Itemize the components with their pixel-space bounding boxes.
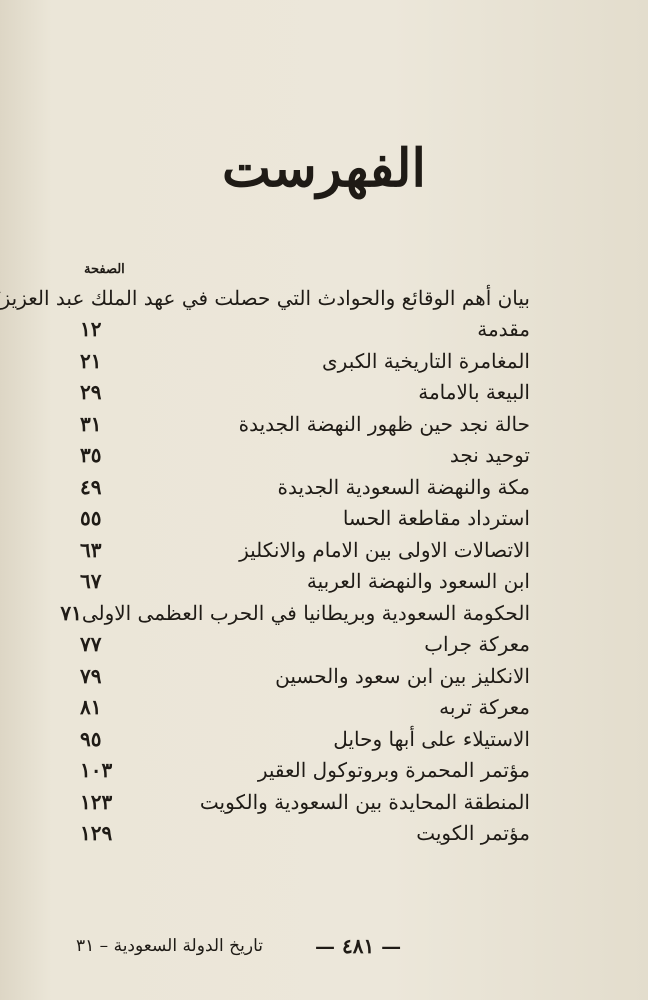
toc-entry-title: معركة جراب <box>424 632 530 657</box>
toc-entry-page: ١٢٩ <box>80 821 113 846</box>
toc-entry <box>80 408 530 440</box>
page-footer <box>0 934 648 964</box>
toc-entry-page: ٧٧ <box>80 632 102 657</box>
toc-entry-page: ٧١ <box>60 600 82 625</box>
toc-entry <box>80 629 530 661</box>
toc-entry <box>80 723 530 755</box>
toc-entry-page: ٧٩ <box>80 663 102 688</box>
toc-entry-page: ٣١ <box>80 411 102 436</box>
toc-entry-title: مقدمة <box>477 317 530 342</box>
toc-entry-title: توحيد نجد <box>449 443 530 468</box>
toc-entry <box>80 818 530 850</box>
toc-entry-page: ٣٥ <box>80 443 102 468</box>
toc-entry-title: البيعة بالامامة <box>418 380 530 405</box>
toc-entry-page: ٥٥ <box>80 506 102 531</box>
toc-entry-title: بيان أهم الوقائع والحوادث التي حصلت في عهد الملك عبد العزيز <box>0 285 530 310</box>
toc-entry-title: ابن السعود والنهضة العربية <box>306 569 530 594</box>
toc-entry-title: استرداد مقاطعة الحسا <box>342 506 530 531</box>
toc-entry-title: مؤتمر المحمرة وبروتوكول العقير <box>257 758 530 783</box>
page-title: الفهرست <box>222 138 426 199</box>
toc-entry <box>80 503 530 535</box>
toc-entry-title: الاتصالات الاولى بين الامام والانكليز <box>239 537 530 562</box>
toc-entry-page: ١٢ <box>80 317 102 342</box>
toc-entry <box>80 534 530 566</box>
page-number: — ٤٨١ — <box>315 934 402 958</box>
toc-entry <box>80 440 530 472</box>
page-column-header: الصفحة <box>84 262 125 277</box>
toc-entry-page: ٢١ <box>80 348 102 373</box>
toc-entry-page: ٩٥ <box>80 726 102 751</box>
toc-entry <box>80 660 530 692</box>
toc-entry <box>80 377 530 409</box>
toc-entry <box>80 786 530 818</box>
toc-entry <box>80 471 530 503</box>
toc-entry-title: الاستيلاء على أبها وحايل <box>333 726 530 751</box>
toc-entry-title: مكة والنهضة السعودية الجديدة <box>277 474 530 499</box>
toc-entry <box>0 282 530 314</box>
table-of-contents <box>0 282 530 849</box>
toc-entry-title: المغامرة التاريخية الكبرى <box>322 348 530 373</box>
toc-entry-page: ٦٣ <box>80 537 102 562</box>
toc-entry-page: ٢٩ <box>80 380 102 405</box>
toc-entry-title: مؤتمر الكويت <box>416 821 530 846</box>
toc-entry-page: ٦٧ <box>80 569 102 594</box>
toc-entry <box>80 755 530 787</box>
toc-entry-title: الحكومة السعودية وبريطانيا في الحرب العظمى الاولى <box>81 600 530 625</box>
toc-entry <box>80 345 530 377</box>
toc-entry-title: الانكليز بين ابن سعود والحسين <box>275 663 530 688</box>
toc-entry-page: ١٢٣ <box>80 789 113 814</box>
toc-entry <box>60 597 530 629</box>
toc-entry-title: معركة تربه <box>439 695 530 720</box>
toc-entry <box>80 314 530 346</box>
toc-entry-page: ٨١ <box>80 695 102 720</box>
toc-entry <box>80 692 530 724</box>
toc-entry-page: ٤٩ <box>80 474 102 499</box>
running-head: تاريخ الدولة السعودية – ٣١ <box>76 936 264 956</box>
toc-entry-title: حالة نجد حين ظهور النهضة الجديدة <box>238 411 530 436</box>
toc-entry-title: المنطقة المحايدة بين السعودية والكويت <box>199 789 530 814</box>
toc-entry-page: ١٠٣ <box>80 758 113 783</box>
toc-entry <box>80 566 530 598</box>
